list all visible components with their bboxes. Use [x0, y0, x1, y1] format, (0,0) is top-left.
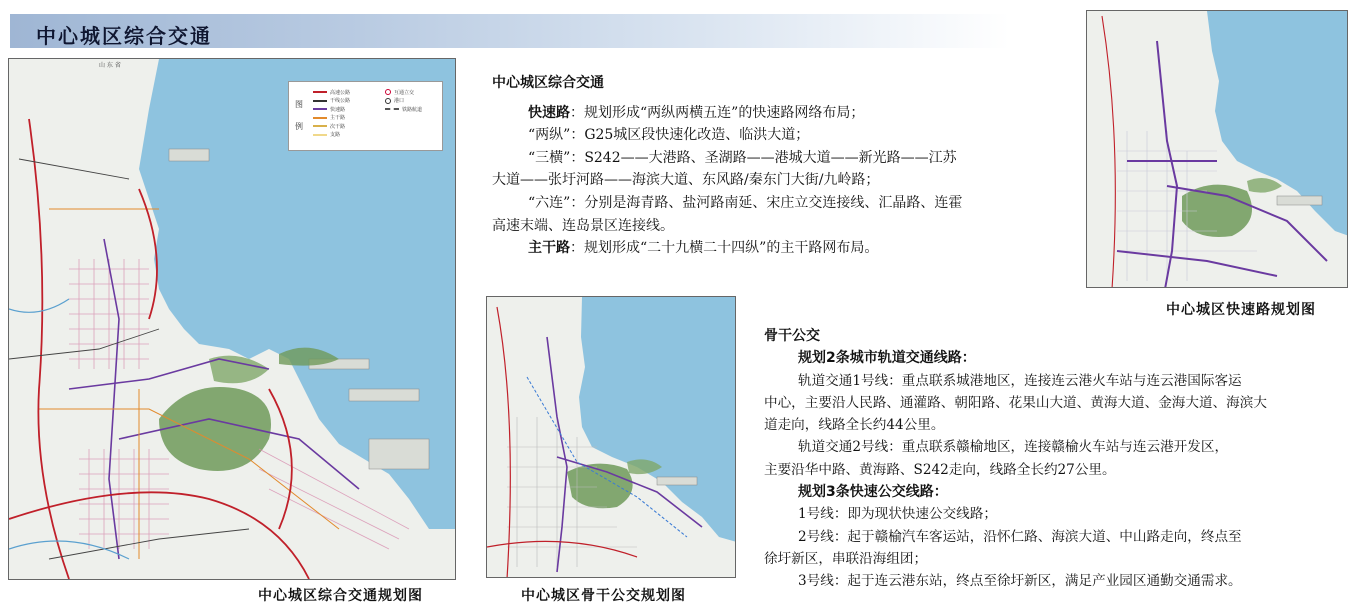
interchange-icon: [385, 89, 391, 95]
road-paragraph-horizontal-b: 大道——张圩河路——海滨大道、东风路/秦东门大街/九岭路；: [492, 172, 880, 189]
port-icon: [385, 98, 391, 104]
bus-section: [764, 325, 1350, 593]
legend-col-roads: [313, 88, 350, 139]
expressway-map: [1086, 10, 1348, 288]
brt-line-1: 1号线：即为现状快速公交线路；: [798, 506, 997, 523]
legend-item-arterial: 主干路: [313, 114, 350, 123]
bus-map-caption: 中心城区骨干公交规划图: [521, 588, 686, 604]
brt-line-2-a: 2号线：起于赣榆汽车客运站，沿怀仁路、海滨大道、中山路走向，终点至: [798, 528, 1242, 545]
road-section-heading: 中心城区综合交通: [492, 75, 604, 91]
legend-col-other: [385, 88, 422, 114]
expressway-map-caption: 中心城区快速路规划图: [1166, 302, 1316, 318]
road-section: [492, 72, 1062, 260]
road-paragraph-arterial: 主干路：规划形成“二十九横二十四纵”的主干路网布局。: [528, 240, 879, 257]
rail-line-1-b: 中心，主要沿人民路、通灌路、朝阳路、花果山大道、黄海大道、金海大道、海滨大: [764, 394, 1267, 411]
integrated-map-caption: 中心城区综合交通规划图: [258, 588, 423, 604]
integrated-transport-map: [8, 58, 456, 580]
bus-network-map: [486, 296, 736, 578]
legend-item-rail: 铁路航道: [385, 105, 422, 114]
legend-item-trunk: 干线公路: [313, 97, 350, 106]
bus-network-map-svg: [487, 297, 736, 578]
rail-line-1-c: 道走向，线路全长约44公里。: [764, 417, 945, 434]
legend-item-interchange: 互通立交: [385, 88, 422, 97]
map-legend: [288, 81, 443, 151]
rail-line-2-b: 主要沿华中路、黄海路、S242走向，线路全长约27公里。: [764, 461, 1116, 478]
rail-heading: 规划2条城市轨道交通线路：: [798, 350, 976, 367]
page-title: 中心城区综合交通: [36, 24, 212, 48]
brt-line-2-b: 徐圩新区，串联沿海组团；: [764, 550, 928, 567]
expressway-map-svg: [1087, 11, 1348, 288]
brt-line-3: 3号线：起于连云港东站，终点至徐圩新区，满足产业园区通勤交通需求。: [798, 573, 1242, 590]
road-paragraph-expressway: 快速路：规划形成“两纵两横五连”的快速路网络布局；: [528, 104, 865, 121]
legend-head: 图 例: [295, 100, 303, 131]
road-paragraph-horizontal-a: “三横”：S242——大港路、圣湖路——港城大道——新光路——江苏: [528, 149, 957, 166]
legend-item-port: 港口: [385, 97, 422, 106]
rail-line-2-a: 轨道交通2号线：重点联系赣榆地区，连接赣榆火车站与连云港开发区，: [798, 439, 1229, 456]
legend-item-expressway: 快速路: [313, 105, 350, 114]
legend-item-secondary: 次干路: [313, 122, 350, 131]
road-paragraph-vertical: “两纵”：G25城区段快速化改造、临洪大道；: [528, 127, 810, 144]
road-paragraph-links-b: 高速末端、连岛景区连接线。: [492, 217, 674, 234]
road-paragraph-links-a: “六连”：分别是海青路、盐河路南延、宋庄立交连接线、汇晶路、连霍: [528, 194, 963, 211]
rail-line-1-a: 轨道交通1号线：重点联系城港地区，连接连云港火车站与连云港国际客运: [798, 372, 1242, 389]
bus-section-heading: 骨干公交: [764, 328, 820, 344]
legend-item-branch: 支路: [313, 131, 350, 140]
legend-item-highway: 高速公路: [313, 88, 350, 97]
province-label: 山 东 省: [99, 62, 121, 69]
brt-heading: 规划3条快速公交线路：: [798, 484, 948, 501]
